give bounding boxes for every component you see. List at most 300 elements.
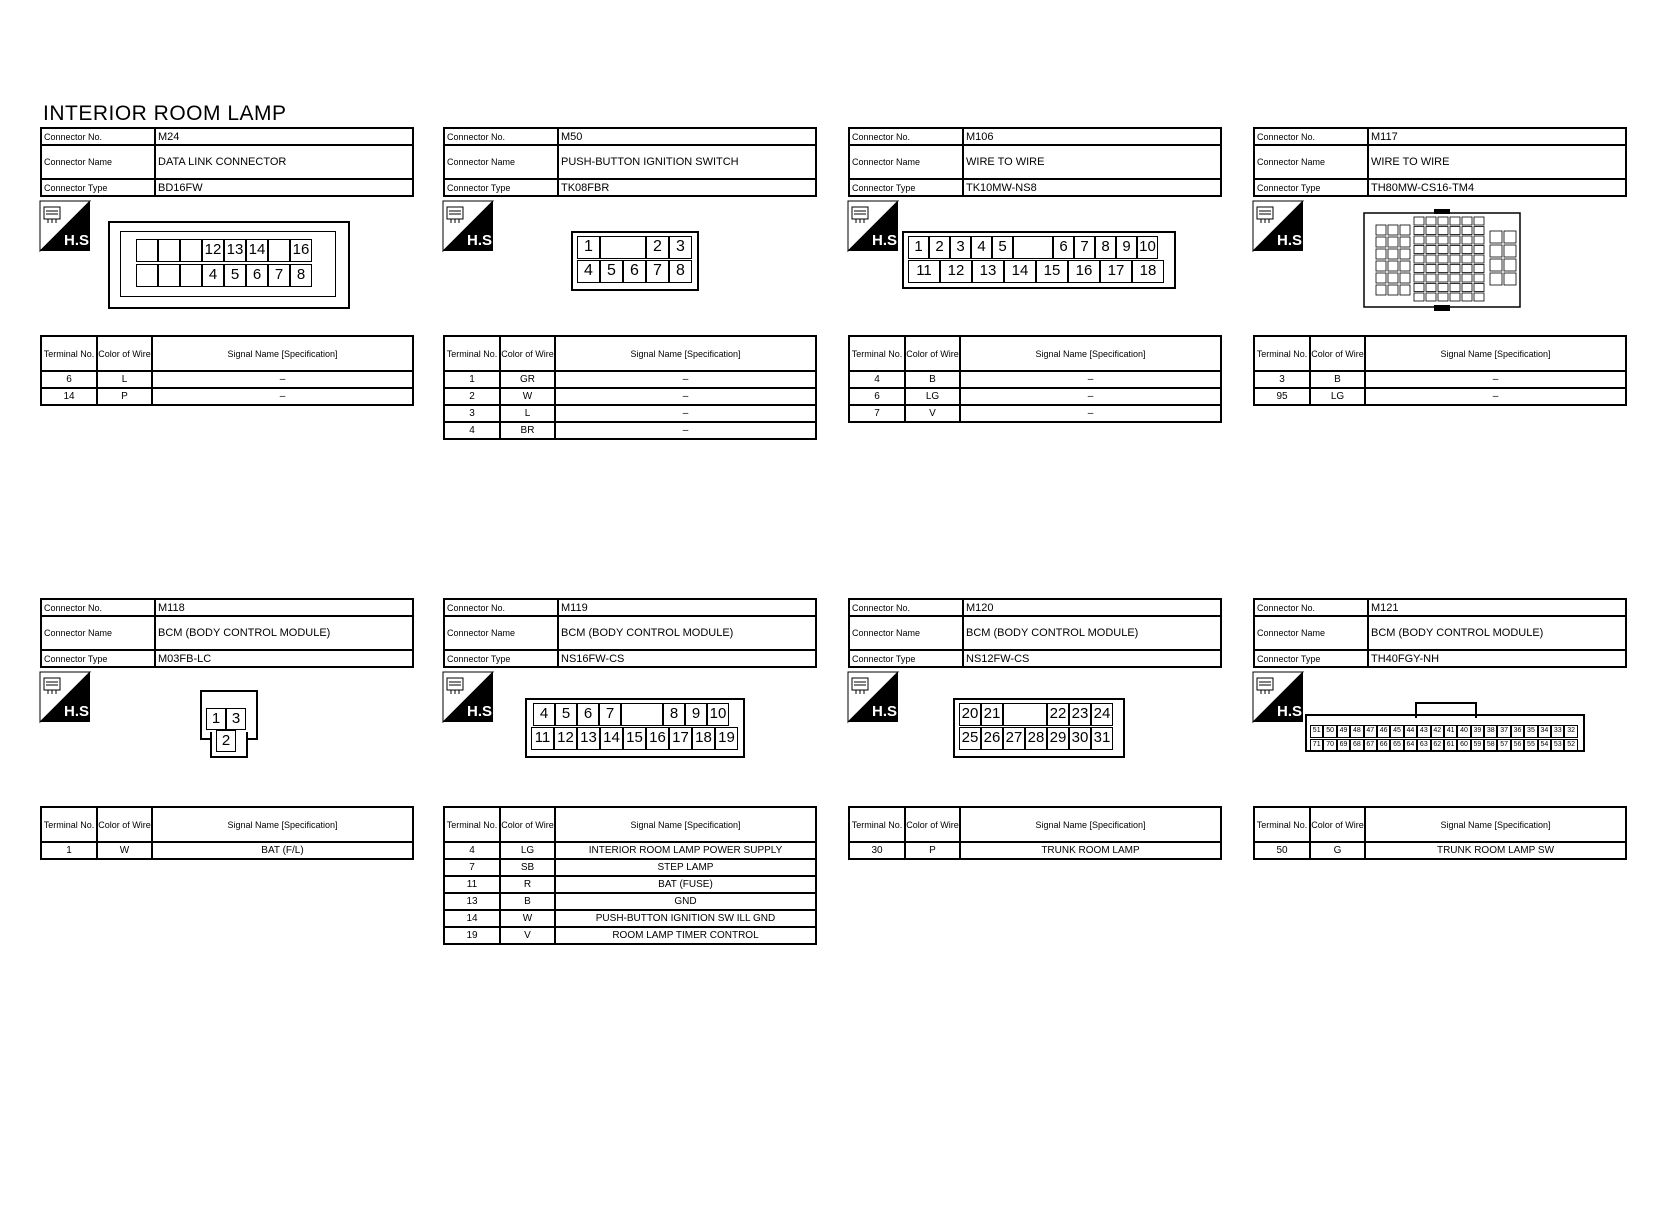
terminal-cavity: 28 (1025, 727, 1047, 750)
terminal-cavity: 44 (1404, 725, 1417, 738)
terminal-no: 2 (444, 388, 500, 405)
terminal-cavity: 37 (1497, 725, 1510, 738)
connector-figure (1253, 668, 1627, 806)
wire-color: B (905, 371, 960, 388)
connector-header (443, 127, 817, 197)
signal-name: – (555, 422, 816, 439)
terminal-cavity: 47 (1364, 725, 1377, 738)
signal-name: GND (555, 893, 816, 910)
connector-face-m120 (953, 698, 1125, 758)
connector-no: M121 (1368, 599, 1626, 616)
connector-no-label: Connector No. (444, 128, 558, 145)
wire-color: V (500, 927, 555, 944)
connector-no: M24 (155, 128, 413, 145)
signal-table (40, 806, 414, 860)
connector-figure (443, 668, 817, 806)
connector-name-label: Connector Name (444, 145, 558, 179)
terminal-cavity: 69 (1337, 739, 1350, 752)
connector-name: WIRE TO WIRE (963, 145, 1221, 179)
terminal-cavity: 54 (1538, 739, 1551, 752)
table-row (41, 371, 413, 388)
terminal-no-header: Terminal No. (444, 336, 500, 371)
connector-type-label: Connector Type (849, 179, 963, 196)
wire-color: L (500, 405, 555, 422)
connector-header (40, 598, 414, 668)
terminal-cavity: 12 (554, 727, 577, 750)
connector-type-label: Connector Type (1254, 650, 1368, 667)
terminal-cavity: 56 (1511, 739, 1524, 752)
connector-figure (848, 197, 1222, 335)
terminal-cavity: 18 (1132, 260, 1164, 283)
terminal-no-header: Terminal No. (1254, 336, 1310, 371)
connector-name: BCM (BODY CONTROL MODULE) (963, 616, 1221, 650)
table-row (444, 859, 816, 876)
terminal-no: 19 (444, 927, 500, 944)
terminal-cavity: 2 (216, 730, 236, 752)
terminal-cavity: 51 (1310, 725, 1323, 738)
terminal-cavity: 17 (669, 727, 692, 750)
blank-cavity (1013, 236, 1053, 259)
terminal-no: 14 (444, 910, 500, 927)
terminal-no-header: Terminal No. (41, 807, 97, 842)
wire-color: W (97, 842, 152, 859)
terminal-cavity: 70 (1323, 739, 1336, 752)
connector-header (848, 598, 1222, 668)
table-row (444, 371, 816, 388)
connector-block-m118 (40, 598, 414, 860)
connector-name-label: Connector Name (1254, 616, 1368, 650)
terminal-cavity: 7 (599, 703, 621, 726)
connector-type: NS12FW-CS (963, 650, 1221, 667)
terminal-cavity: 7 (268, 264, 290, 287)
terminal-cavity: 15 (623, 727, 646, 750)
connector-header (848, 127, 1222, 197)
terminal-no: 1 (41, 842, 97, 859)
connector-no-label: Connector No. (1254, 128, 1368, 145)
connector-block-m106 (848, 127, 1222, 423)
signal-name: – (152, 371, 413, 388)
connector-type-label: Connector Type (444, 650, 558, 667)
terminal-cavity: 26 (981, 727, 1003, 750)
connector-block-m117 (1253, 127, 1627, 406)
connector-block-m121 (1253, 598, 1627, 860)
terminal-cavity: 10 (1137, 236, 1158, 259)
blank-cavity (180, 239, 202, 262)
terminal-cavity: 3 (950, 236, 971, 259)
harness-side-icon (443, 201, 497, 251)
terminal-cavity: 55 (1524, 739, 1537, 752)
signal-name-header: Signal Name [Specification] (555, 807, 816, 842)
connector-type: TK10MW-NS8 (963, 179, 1221, 196)
connector-name-label: Connector Name (849, 616, 963, 650)
connector-figure (443, 197, 817, 335)
table-row (444, 842, 816, 859)
harness-side-icon (40, 201, 94, 251)
signal-name: – (555, 371, 816, 388)
wire-color: BR (500, 422, 555, 439)
terminal-cavity: 4 (202, 264, 224, 287)
terminal-cavity: 30 (1069, 727, 1091, 750)
connector-header (1253, 598, 1627, 668)
terminal-cavity: 15 (1036, 260, 1068, 283)
table-row (444, 388, 816, 405)
terminal-cavity: 65 (1390, 739, 1403, 752)
terminal-cavity: 29 (1047, 727, 1069, 750)
terminal-cavity: 1 (206, 708, 226, 730)
connector-name: WIRE TO WIRE (1368, 145, 1626, 179)
wire-color: W (500, 910, 555, 927)
terminal-no: 4 (444, 842, 500, 859)
wire-color: B (1310, 371, 1365, 388)
terminal-cavity: 63 (1417, 739, 1430, 752)
signal-table (40, 335, 414, 406)
connector-name-label: Connector Name (1254, 145, 1368, 179)
connector-face-m121 (1305, 702, 1585, 750)
terminal-cavity: 62 (1431, 739, 1444, 752)
terminal-cavity: 42 (1431, 725, 1444, 738)
table-row (849, 371, 1221, 388)
signal-name: TRUNK ROOM LAMP SW (1365, 842, 1626, 859)
terminal-cavity: 41 (1444, 725, 1457, 738)
terminal-cavity: 11 (908, 260, 940, 283)
connector-no: M120 (963, 599, 1221, 616)
signal-table (848, 335, 1222, 423)
table-row (1254, 842, 1626, 859)
terminal-cavity: 13 (577, 727, 600, 750)
terminal-cavity: 9 (1116, 236, 1137, 259)
terminal-no: 6 (849, 388, 905, 405)
blank-cavity (136, 264, 158, 287)
wire-color-header: Color of Wire (97, 807, 152, 842)
terminal-cavity: 2 (646, 236, 669, 259)
terminal-cavity: 7 (646, 260, 669, 283)
table-row (444, 876, 816, 893)
connector-face-m117 (1362, 209, 1522, 311)
page-title: INTERIOR ROOM LAMP (43, 102, 287, 125)
connector-name: BCM (BODY CONTROL MODULE) (155, 616, 413, 650)
signal-name: – (1365, 388, 1626, 405)
signal-name: STEP LAMP (555, 859, 816, 876)
wire-color: W (500, 388, 555, 405)
table-row (849, 388, 1221, 405)
connector-name: BCM (BODY CONTROL MODULE) (1368, 616, 1626, 650)
connector-no: M118 (155, 599, 413, 616)
signal-name-header: Signal Name [Specification] (555, 336, 816, 371)
wire-color-header: Color of Wire (500, 807, 555, 842)
hs-label: H.S. (872, 703, 902, 720)
wire-color: GR (500, 371, 555, 388)
signal-name: INTERIOR ROOM LAMP POWER SUPPLY (555, 842, 816, 859)
terminal-cavity: 59 (1471, 739, 1484, 752)
terminal-cavity: 6 (577, 703, 599, 726)
terminal-cavity: 46 (1377, 725, 1390, 738)
terminal-cavity: 2 (929, 236, 950, 259)
terminal-cavity: 13 (972, 260, 1004, 283)
terminal-cavity: 6 (1053, 236, 1074, 259)
terminal-cavity: 3 (669, 236, 692, 259)
signal-name: – (555, 405, 816, 422)
signal-name: – (555, 388, 816, 405)
connector-type: TH80MW-CS16-TM4 (1368, 179, 1626, 196)
harness-side-icon (443, 672, 497, 722)
signal-name: ROOM LAMP TIMER CONTROL (555, 927, 816, 944)
blank-cavity (600, 236, 646, 259)
terminal-no: 3 (1254, 371, 1310, 388)
terminal-cavity: 4 (577, 260, 600, 283)
terminal-no: 4 (849, 371, 905, 388)
connector-no-label: Connector No. (1254, 599, 1368, 616)
terminal-cavity: 20 (959, 703, 981, 726)
terminal-cavity: 67 (1364, 739, 1377, 752)
terminal-cavity: 4 (971, 236, 992, 259)
terminal-no: 95 (1254, 388, 1310, 405)
hs-label: H.S. (872, 232, 902, 249)
hs-label: H.S. (1277, 232, 1307, 249)
terminal-cavity: 5 (600, 260, 623, 283)
connector-no-label: Connector No. (41, 128, 155, 145)
signal-name: TRUNK ROOM LAMP (960, 842, 1221, 859)
terminal-cavity: 58 (1484, 739, 1497, 752)
signal-name: – (152, 388, 413, 405)
terminal-cavity: 18 (692, 727, 715, 750)
terminal-no: 50 (1254, 842, 1310, 859)
terminal-no: 4 (444, 422, 500, 439)
signal-name: – (1365, 371, 1626, 388)
terminal-no-header: Terminal No. (849, 336, 905, 371)
terminal-cavity: 21 (981, 703, 1003, 726)
terminal-cavity: 6 (623, 260, 646, 283)
table-row (444, 910, 816, 927)
connector-type: TK08FBR (558, 179, 816, 196)
wire-color: G (1310, 842, 1365, 859)
signal-table (1253, 335, 1627, 406)
wire-color: SB (500, 859, 555, 876)
terminal-cavity: 32 (1564, 725, 1577, 738)
wire-color: LG (1310, 388, 1365, 405)
terminal-no: 1 (444, 371, 500, 388)
signal-name-header: Signal Name [Specification] (1365, 807, 1626, 842)
terminal-no-header: Terminal No. (1254, 807, 1310, 842)
terminal-cavity: 38 (1484, 725, 1497, 738)
connector-no-label: Connector No. (849, 599, 963, 616)
terminal-cavity: 43 (1417, 725, 1430, 738)
terminal-no-header: Terminal No. (444, 807, 500, 842)
connector-face-m24 (108, 221, 350, 309)
signal-name-header: Signal Name [Specification] (960, 336, 1221, 371)
terminal-cavity: 50 (1323, 725, 1336, 738)
wire-color-header: Color of Wire (500, 336, 555, 371)
connector-no-label: Connector No. (849, 128, 963, 145)
wire-color-header: Color of Wire (97, 336, 152, 371)
table-row (1254, 388, 1626, 405)
signal-name: BAT (FUSE) (555, 876, 816, 893)
terminal-no: 7 (444, 859, 500, 876)
wire-color: LG (905, 388, 960, 405)
wire-color-header: Color of Wire (905, 336, 960, 371)
terminal-cavity: 27 (1003, 727, 1025, 750)
terminal-cavity: 40 (1457, 725, 1470, 738)
hs-label: H.S. (64, 703, 94, 720)
terminal-cavity: 13 (224, 239, 246, 262)
signal-name: – (960, 405, 1221, 422)
terminal-cavity: 8 (669, 260, 692, 283)
connector-type-label: Connector Type (849, 650, 963, 667)
connector-block-m50 (443, 127, 817, 440)
table-row (41, 842, 413, 859)
terminal-cavity: 16 (290, 239, 312, 262)
hs-label: H.S. (467, 703, 497, 720)
terminal-cavity: 33 (1551, 725, 1564, 738)
terminal-cavity: 8 (663, 703, 685, 726)
connector-type: BD16FW (155, 179, 413, 196)
connector-name: BCM (BODY CONTROL MODULE) (558, 616, 816, 650)
table-row (444, 893, 816, 910)
connector-type-label: Connector Type (41, 650, 155, 667)
terminal-cavity: 35 (1524, 725, 1537, 738)
terminal-cavity: 57 (1497, 739, 1510, 752)
terminal-cavity: 22 (1047, 703, 1069, 726)
connector-figure (40, 668, 414, 806)
terminal-cavity: 11 (531, 727, 554, 750)
terminal-cavity: 45 (1390, 725, 1403, 738)
table-row (849, 842, 1221, 859)
terminal-no: 14 (41, 388, 97, 405)
wire-color: B (500, 893, 555, 910)
connector-face-m50 (571, 231, 699, 291)
terminal-cavity: 25 (959, 727, 981, 750)
terminal-cavity: 10 (707, 703, 729, 726)
harness-side-icon (848, 201, 902, 251)
connector-name-label: Connector Name (41, 145, 155, 179)
terminal-cavity: 48 (1350, 725, 1363, 738)
connector-type: M03FB-LC (155, 650, 413, 667)
connector-face-m118 (200, 690, 256, 756)
connector-type-label: Connector Type (1254, 179, 1368, 196)
terminal-cavity: 12 (940, 260, 972, 283)
terminal-cavity: 16 (1068, 260, 1100, 283)
signal-name: BAT (F/L) (152, 842, 413, 859)
connector-name-label: Connector Name (41, 616, 155, 650)
hs-label: H.S. (64, 232, 94, 249)
terminal-cavity: 1 (577, 236, 600, 259)
terminal-cavity: 9 (685, 703, 707, 726)
terminal-cavity: 53 (1551, 739, 1564, 752)
table-row (1254, 371, 1626, 388)
terminal-cavity: 4 (533, 703, 555, 726)
connector-header (1253, 127, 1627, 197)
terminal-cavity: 12 (202, 239, 224, 262)
connector-no: M50 (558, 128, 816, 145)
blank-cavity (158, 264, 180, 287)
terminal-cavity: 5 (555, 703, 577, 726)
terminal-cavity: 31 (1091, 727, 1113, 750)
terminal-cavity: 16 (646, 727, 669, 750)
terminal-cavity: 39 (1471, 725, 1484, 738)
connector-figure (40, 197, 414, 335)
signal-table (848, 806, 1222, 860)
terminal-cavity: 61 (1444, 739, 1457, 752)
signal-name: PUSH-BUTTON IGNITION SW ILL GND (555, 910, 816, 927)
terminal-cavity: 71 (1310, 739, 1323, 752)
signal-name-header: Signal Name [Specification] (960, 807, 1221, 842)
terminal-cavity: 14 (600, 727, 623, 750)
blank-cavity (1003, 703, 1047, 726)
terminal-cavity: 49 (1337, 725, 1350, 738)
connector-block-m120 (848, 598, 1222, 860)
connector-no: M119 (558, 599, 816, 616)
table-row (41, 388, 413, 405)
terminal-cavity: 60 (1457, 739, 1470, 752)
wire-color: P (97, 388, 152, 405)
connector-name: DATA LINK CONNECTOR (155, 145, 413, 179)
connector-face-m106 (902, 231, 1176, 289)
hs-label: H.S. (1277, 703, 1307, 720)
hs-label: H.S. (467, 232, 497, 249)
table-row (444, 405, 816, 422)
signal-table (1253, 806, 1627, 860)
terminal-no-header: Terminal No. (849, 807, 905, 842)
terminal-cavity: 5 (992, 236, 1013, 259)
terminal-no: 6 (41, 371, 97, 388)
connector-name-label: Connector Name (444, 616, 558, 650)
harness-side-icon (848, 672, 902, 722)
terminal-cavity: 5 (224, 264, 246, 287)
terminal-no: 13 (444, 893, 500, 910)
table-row (444, 927, 816, 944)
terminal-cavity: 6 (246, 264, 268, 287)
signal-name-header: Signal Name [Specification] (1365, 336, 1626, 371)
connector-type-label: Connector Type (41, 179, 155, 196)
terminal-cavity: 66 (1377, 739, 1390, 752)
harness-side-icon (1253, 672, 1307, 722)
wire-color: P (905, 842, 960, 859)
connector-type: TH40FGY-NH (1368, 650, 1626, 667)
wire-color: LG (500, 842, 555, 859)
connector-type: NS16FW-CS (558, 650, 816, 667)
wire-color-header: Color of Wire (1310, 336, 1365, 371)
terminal-cavity: 52 (1564, 739, 1577, 752)
terminal-cavity: 64 (1404, 739, 1417, 752)
signal-name: – (960, 388, 1221, 405)
connector-header (40, 127, 414, 197)
signal-name-header: Signal Name [Specification] (152, 336, 413, 371)
connector-face-m119 (525, 698, 745, 758)
blank-cavity (180, 264, 202, 287)
connector-name-label: Connector Name (849, 145, 963, 179)
terminal-cavity: 17 (1100, 260, 1132, 283)
connector-name: PUSH-BUTTON IGNITION SWITCH (558, 145, 816, 179)
signal-table (443, 335, 817, 440)
connector-no-label: Connector No. (444, 599, 558, 616)
blank-cavity (621, 703, 663, 726)
wire-color: V (905, 405, 960, 422)
connector-no: M106 (963, 128, 1221, 145)
table-row (444, 422, 816, 439)
wire-color-header: Color of Wire (905, 807, 960, 842)
connector-figure (1253, 197, 1627, 335)
connector-no-label: Connector No. (41, 599, 155, 616)
terminal-cavity: 68 (1350, 739, 1363, 752)
terminal-cavity: 23 (1069, 703, 1091, 726)
signal-name: – (960, 371, 1221, 388)
blank-cavity (268, 239, 290, 262)
terminal-cavity: 8 (290, 264, 312, 287)
terminal-cavity: 8 (1095, 236, 1116, 259)
terminal-no: 30 (849, 842, 905, 859)
wire-color: L (97, 371, 152, 388)
terminal-cavity: 1 (908, 236, 929, 259)
terminal-cavity: 7 (1074, 236, 1095, 259)
